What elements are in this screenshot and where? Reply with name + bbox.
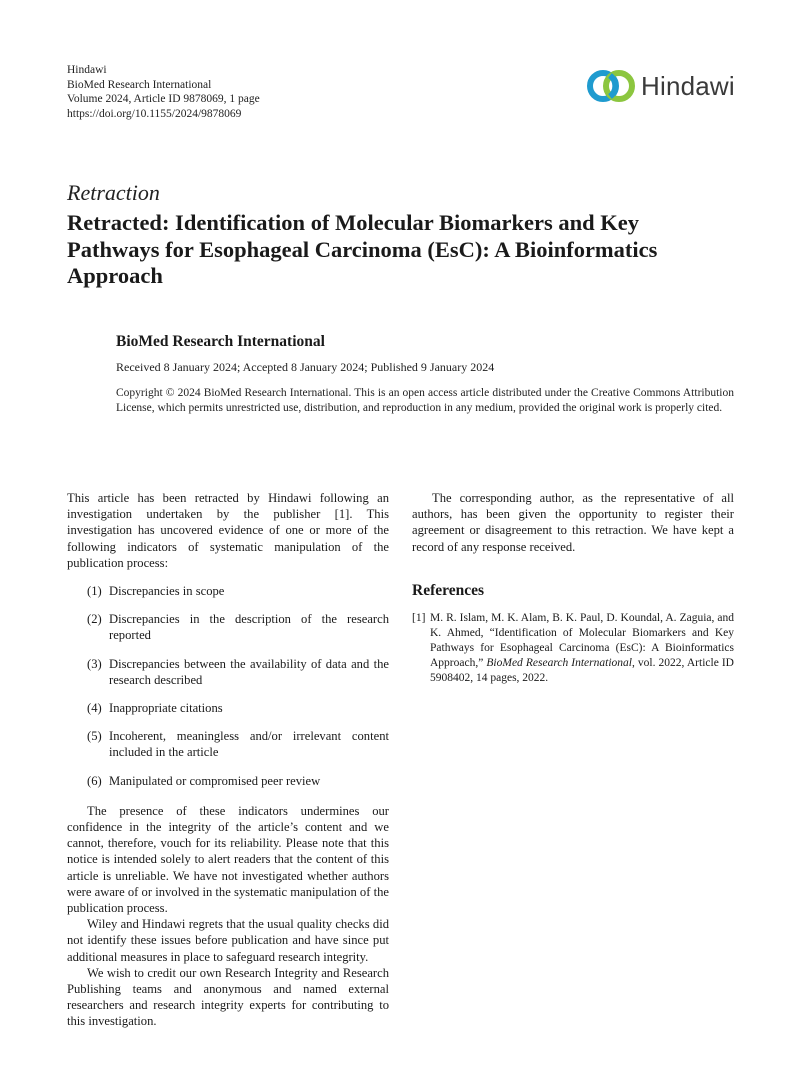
- article-dates: Received 8 January 2024; Accepted 8 January 2024; Published 9 January 2024: [116, 360, 495, 374]
- copyright-notice: Copyright © 2024 BioMed Research International. This is an open access article distributed under the Creative Commons Attribution License, which permits unrestricted use, distribution, and reproduction in any medium, provided the original work is properly cited.: [116, 387, 734, 414]
- article-type-label: Retraction: [67, 180, 160, 205]
- list-item: (1) Discrepancies in scope: [87, 584, 225, 599]
- body-paragraph: We wish to credit our own Research Integrity and Research Publishing teams and anonymous and named external researchers and research integrity experts for contributing to this investigation.: [67, 965, 389, 1029]
- reference-journal: BioMed Research International: [486, 657, 632, 670]
- list-item: (5) Incoherent, meaningless and/or irrelevant content included in the article: [87, 729, 389, 760]
- doi-link[interactable]: https://doi.org/10.1155/2024/9878069: [67, 107, 242, 120]
- indicator-list: [67, 583, 389, 789]
- article-author: BioMed Research International: [116, 333, 325, 350]
- hindawi-logo-text: Hindawi: [641, 70, 735, 101]
- intro-paragraph: This article has been retracted by Hindawi following an investigation undertaken by the publisher [1]. This investigation has uncovered evidence of one or more of the following indicators of systematic manipulation of the publication process:: [67, 491, 389, 570]
- reference-item: [1] M. R. Islam, M. K. Alam, B. K. Paul, D. Koundal, A. Zaguia, and K. Ahmed, “Identification of Molecular Biomarkers and Key Pathways for Esophageal Carcinoma (EsC): A Bioinformatics Approach,” BioMed Research International, vol. 2022, Article ID 5908402, 14 pages, 2022.: [412, 612, 734, 685]
- right-column: [412, 490, 734, 686]
- hindawi-logo-icon: [583, 64, 639, 108]
- list-item: (3) Discrepancies between the availability of data and the research described: [87, 656, 389, 687]
- journal-name: BioMed Research International: [67, 78, 212, 91]
- body-paragraph: The corresponding author, as the representative of all authors, has been given the opportunity to register their agreement or disagreement to this retraction. We have kept a record of any response received.: [412, 491, 734, 554]
- list-item: (6) Manipulated or compromised peer review: [87, 773, 321, 788]
- article-metadata: [67, 63, 260, 121]
- references-heading: References: [412, 581, 485, 599]
- list-item: (4) Inappropriate citations: [87, 701, 223, 716]
- article-title: Retracted: Identification of Molecular Biomarkers and Key Pathways for Esophageal Carcinoma (EsC): A Bioinformatics Approach: [67, 210, 658, 288]
- list-item: (2) Discrepancies in the description of the research reported: [87, 612, 389, 643]
- left-column: [67, 490, 389, 1030]
- publisher-name: Hindawi: [67, 64, 107, 76]
- hindawi-logo: [583, 64, 743, 108]
- volume-line: Volume 2024, Article ID 9878069, 1 page: [67, 93, 260, 105]
- body-paragraph: Wiley and Hindawi regrets that the usual quality checks did not identify these issues before publication and have since put additional measures in place to safeguard research integrity.: [67, 917, 389, 964]
- body-paragraph: The presence of these indicators undermines our confidence in the integrity of the article’s content and we cannot, therefore, vouch for its reliability. Please note that this notice is intended solely to alert readers that the content of this article is unreliable. We have not investigated whether authors were aware of or involved in the systematic manipulation of the publication process.: [67, 803, 389, 916]
